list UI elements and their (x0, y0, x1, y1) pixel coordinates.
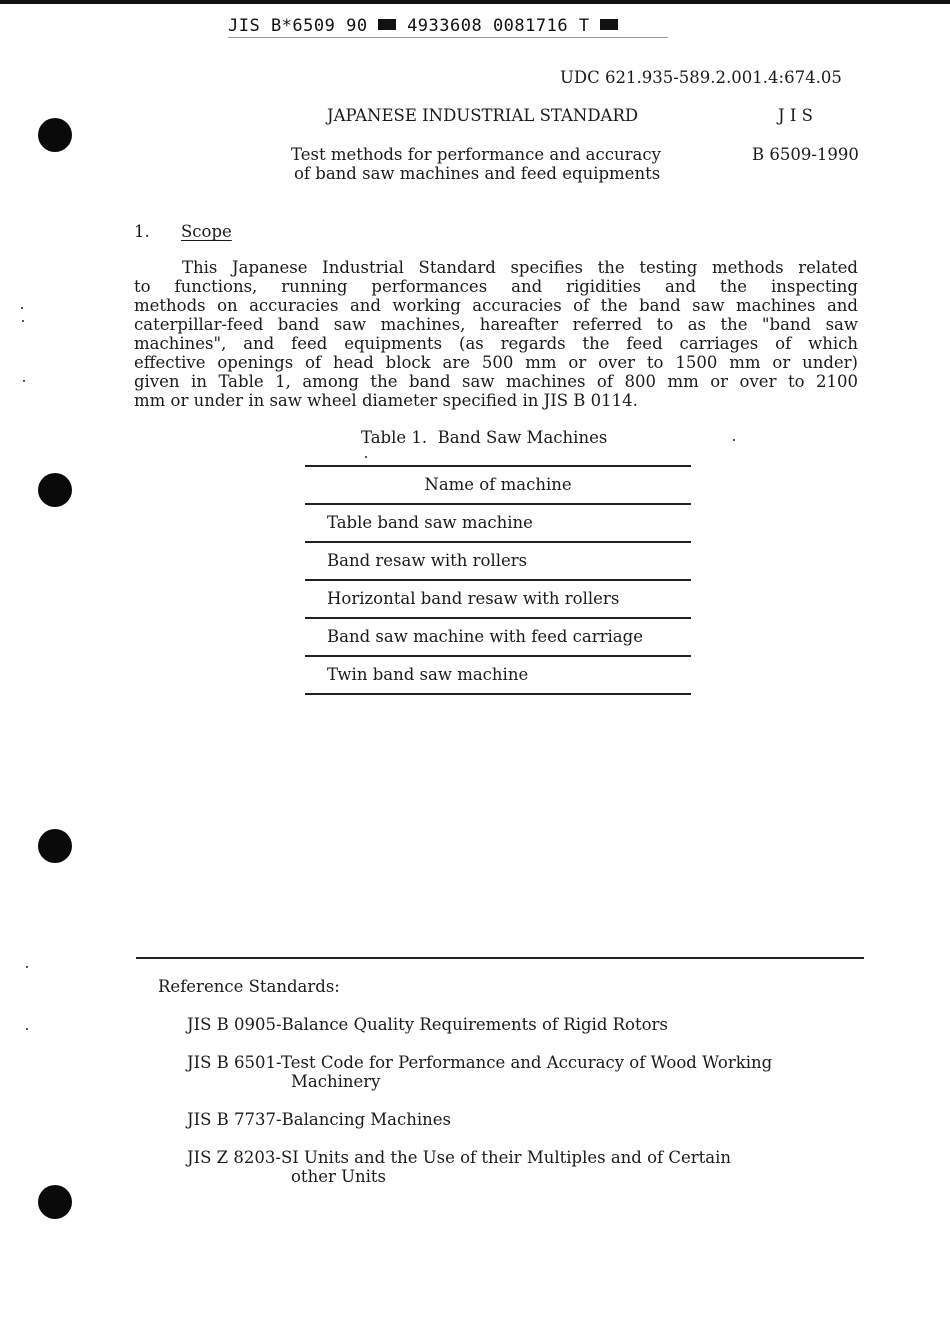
binder-hole (38, 473, 72, 507)
scan-top-border (0, 0, 950, 4)
redaction-block (378, 19, 396, 30)
scan-header-middle: 4933608 0081716 T (407, 16, 590, 36)
reference-item: JIS B 0905-Balance Quality Requirements of Rigid Rotors (187, 1015, 668, 1034)
scan-speck (22, 320, 24, 322)
scan-header-underline (228, 37, 668, 38)
udc-code: UDC 621.935-589.2.001.4:674.05 (560, 68, 842, 87)
paragraph-line: to functions, running performances and rigidities and the inspecting (134, 277, 858, 296)
table-row: Band resaw with rollers (327, 551, 528, 570)
table-row: Horizontal band resaw with rollers (327, 589, 620, 608)
reference-divider (136, 957, 864, 959)
section-heading: Scope (181, 222, 232, 241)
paragraph-line: This Japanese Industrial Standard specifies the testing methods related (182, 258, 858, 277)
paragraph-line: methods on accuracies and working accuracies of the band saw machines and (134, 296, 858, 315)
redaction-block (600, 19, 618, 30)
doc-title-line2: of band saw machines and feed equipments (294, 164, 661, 183)
paragraph-line: caterpillar-feed band saw machines, hareafter referred to as the "band saw (134, 315, 858, 334)
scan-speck (21, 307, 23, 309)
paragraph-line: mm or under in saw wheel diameter specified in JIS B 0114. (134, 391, 638, 410)
reference-item: JIS B 6501-Test Code for Performance and Accuracy of Wood Working (187, 1053, 773, 1072)
table-row: Table band saw machine (327, 513, 533, 532)
scope-paragraph (134, 258, 858, 410)
scan-header-left: JIS B*6509 90 (228, 16, 368, 36)
table-row: Twin band saw machine (327, 665, 529, 684)
machines-table (305, 465, 691, 695)
binder-hole (38, 829, 72, 863)
scan-speck (23, 380, 25, 382)
org-title: JAPANESE INDUSTRIAL STANDARD (327, 106, 639, 125)
paragraph-line: given in Table 1, among the band saw machines of 800 mm or over to 2100 (134, 372, 858, 391)
scan-speck (733, 439, 735, 441)
table-caption-number: Table 1. (361, 428, 428, 447)
scan-speck (26, 1028, 28, 1030)
reference-item-continuation: other Units (291, 1167, 386, 1186)
table-caption (361, 428, 607, 447)
jis-label: J I S (778, 106, 813, 125)
table-row: Band saw machine with feed carriage (327, 627, 643, 646)
scan-speck (365, 456, 367, 458)
scan-header-code (228, 16, 618, 36)
table-header: Name of machine (424, 475, 572, 494)
binder-hole (38, 118, 72, 152)
references-title: Reference Standards: (158, 977, 340, 996)
reference-item: JIS Z 8203-SI Units and the Use of their Multiples and of Certain (187, 1148, 732, 1167)
standard-number: B 6509-1990 (752, 145, 859, 164)
paragraph-line: machines", and feed equipments (as regards the feed carriages of which (134, 334, 858, 353)
table-caption-title: Band Saw Machines (437, 428, 608, 447)
reference-item-continuation: Machinery (291, 1072, 381, 1091)
reference-item: JIS B 7737-Balancing Machines (187, 1110, 452, 1129)
section-number: 1. (134, 222, 150, 241)
scan-speck (26, 966, 28, 968)
table-rule (305, 693, 691, 695)
binder-hole (38, 1185, 72, 1219)
paragraph-line: effective openings of head block are 500 mm or over to 1500 mm or under) (134, 353, 858, 372)
doc-title-line1: Test methods for performance and accuracy (291, 145, 661, 164)
